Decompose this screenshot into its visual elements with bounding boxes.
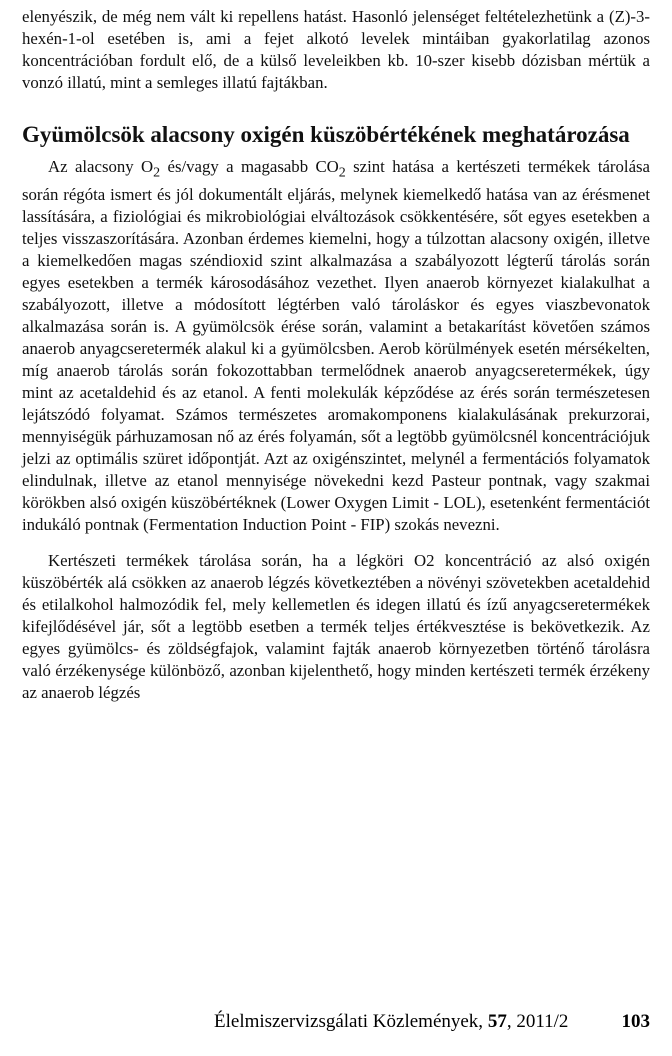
p1-subscript-2: 2 — [338, 165, 346, 181]
body-paragraph-2: Kertészeti termékek tárolása során, ha a légköri O2 koncentráció az alsó oxigén küszöbérték alá csökken az anaerob légzés következtében a növényi szövetekben acetaldehid és etilalkohol halmozódik fel, mely kellemetlen és idegen illatú és ízű anyagcseretermékek kifejlődésével jár, sőt a legtöbb esetben a termék teljes értékvesztése is bekövetkezik. Az egyes gyümölcs- és zöldségfajok, valamint fajták anaerob környezetben történő tárolásra való érzékenysége különböző, azonban kijelenthető, hogy minden kertészeti termék érzékeny az anaerob légzés — [22, 551, 650, 703]
body-paragraph-1 — [22, 156, 650, 536]
p1-part-c: szint hatása a kertészeti termékek tárolása során régóta ismert és jól dokumentált eljárás, melynek kiemelkedő hatása van az érésmenet lassítására, a fiziológiai és mikrobiológiai elváltozások csökkentésére, sőt egyes esetekben a teljes visszaszorítására. Azonban érdemes kiemelni, hogy a túlzottan alacsony oxigén, illetve a kiemelkedően magas széndioxid szint alkalmazása a szabályozott légterű tárolás során egyes esetekben a termék károsodásához vezethet. Ilyen anaerob környezet kialakulhat a szabályozott, illetve a módosított légtérben való tároláskor és egyes viaszbevonatok alkalmazása során is. A gyümölcsök érése során, valamint a betakarítást követően számos anaerob anyagcseretermék alakul ki a gyümölcsben. Aerob körülmények esetén mérsékelten, míg anaerob tárolás során fokozottabban termelődnek anaerob anyagcseretermékek, úgy mint az acetaldehid és az etanol. A fenti molekulák képződése az érés során természetesen lejátszódó folyamat. Számos természetes aromakomponens kialakulásának prekurzorai, mennyiségük párhuzamosan nő az érés folyamán, sőt a legtöbb gyümölcsnél koncentrációjuk jelzi az optimális szüret időpontját. Azt az oxigénszintet, melynél a fermentációs folyamatok elindulnak, illetve az etanol mennyisége növekedni kezd Pasteur pontnak, vagy szakmai körökben alsó oxigén küszöbértéknek (Lower Oxygen Limit - LOL), esetenként fermentációt indukáló pontnak (Fermentation Induction Point - FIP) szokás nevezni. — [22, 157, 650, 535]
journal-citation — [214, 1010, 568, 1034]
p1-part-a: Az alacsony O — [48, 157, 154, 176]
journal-issue: , 2011/2 — [506, 1011, 569, 1032]
journal-name: Élelmiszervizsgálati Közlemények, — [214, 1011, 488, 1032]
page-number: 103 — [621, 1011, 650, 1032]
p1-part-b: és/vagy a magasabb CO — [160, 157, 339, 176]
p1-subscript-1: 2 — [153, 165, 161, 181]
journal-volume: 57 — [487, 1011, 507, 1032]
intro-paragraph: elenyészik, de még nem vált ki repellens hatást. Hasonló jelenséget feltételezhetünk a (Z)-3-hexén-1-ol esetében is, ami a fejet alkotó levelek mintáiban gyakorlatilag azonos koncentrációban fordult elő, de a külső leveleikben kb. 10-szer kisebb dózisban mértük a vonzó illatú, mint a semleges illatú fajtákban. — [22, 7, 650, 92]
section-heading: Gyümölcsök alacsony oxigén küszöbértékének meghatározása — [22, 122, 630, 147]
